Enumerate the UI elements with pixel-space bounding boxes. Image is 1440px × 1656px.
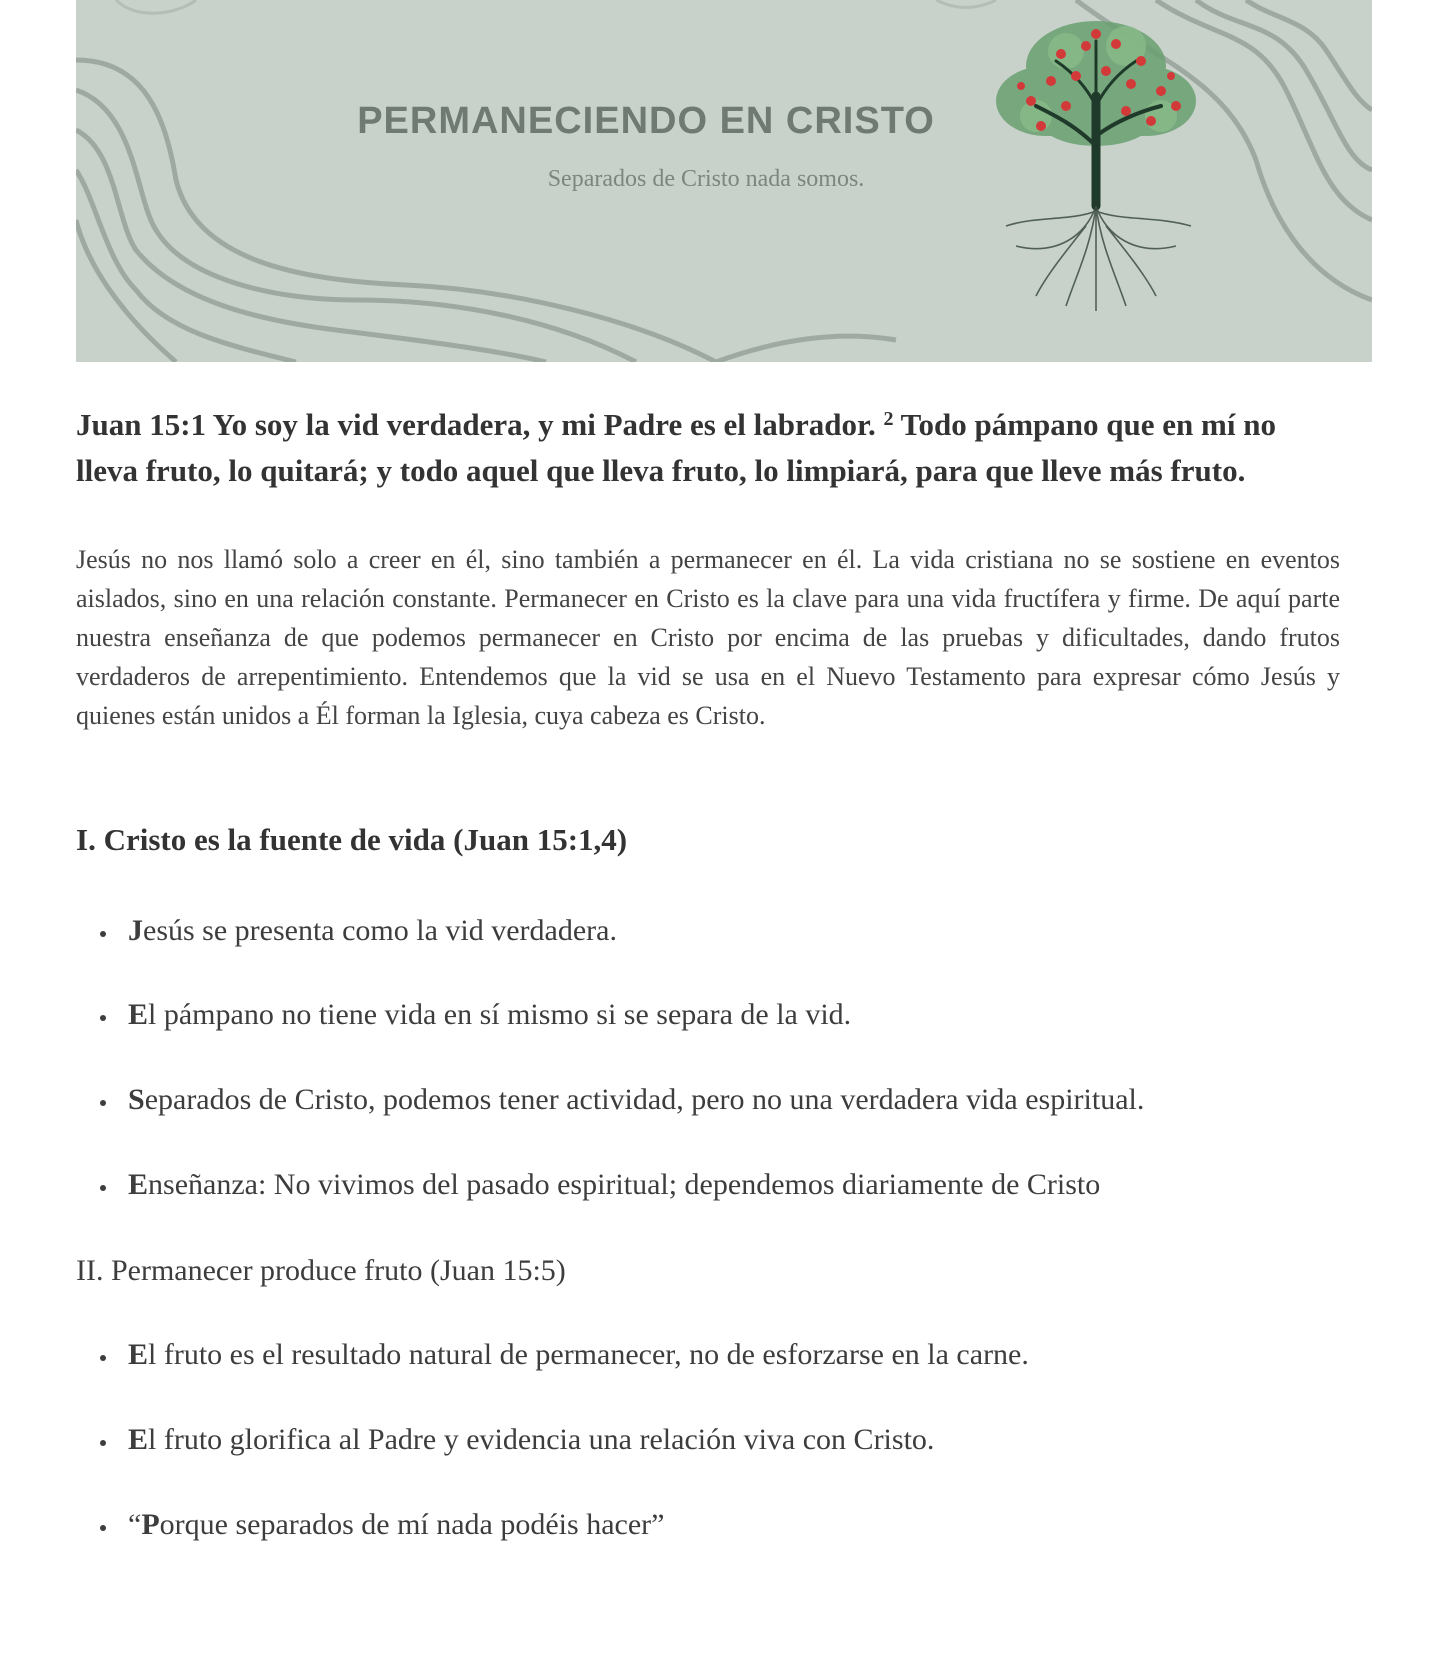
list-item (128, 1508, 664, 1542)
section-2-heading: II. Permanecer produce fruto (Juan 15:5) (76, 1254, 566, 1287)
list-item (128, 914, 617, 948)
list-item-text: l pámpano no tiene vida en sí mismo si se separa de la vid. (148, 998, 852, 1031)
list-item-text: esús se presenta como la vid verdadera. (143, 914, 617, 947)
list-item (128, 1168, 1100, 1202)
banner-title: PERMANECIENDO EN CRISTO (357, 100, 935, 142)
list-item-text: orque separados de mí nada podéis hacer” (159, 1508, 665, 1541)
list-item-prefix: “ (128, 1508, 142, 1541)
list-item-initial: J (128, 914, 143, 947)
section-1-heading: I. Cristo es la fuente de vida (Juan 15:1,4) (76, 822, 628, 857)
list-item-initial: E (128, 1168, 149, 1201)
verse-part-1: Juan 15:1 Yo soy la vid verdadera, y mi Padre es el labrador. (76, 407, 876, 442)
list-item (128, 998, 851, 1032)
list-item-initial: S (128, 1083, 145, 1116)
list-item-initial: P (141, 1508, 160, 1541)
scripture-verse (76, 402, 1340, 494)
verse-number: 2 (883, 408, 894, 430)
list-item-initial: E (128, 1423, 149, 1456)
header-banner (76, 0, 1372, 362)
list-item-text: nseñanza: No vivimos del pasado espiritual; dependemos diariamente de Cristo (148, 1168, 1101, 1201)
list-item-text: l fruto es el resultado natural de permanecer, no de esforzarse en la carne. (148, 1338, 1029, 1371)
list-item-text: l fruto glorifica al Padre y evidencia una relación viva con Cristo. (148, 1423, 935, 1456)
intro-paragraph: Jesús no nos llamó solo a creer en él, sino también a permanecer en él. La vida cristiana no se sostiene en eventos aislados, sino en una relación constante. Permanecer en Cristo es la clave para una vida fructífera y firme. De aquí parte nuestra enseñanza de que podemos permanecer en Cristo por encima de las pruebas y dificultades, dando frutos verdaderos de arrepentimiento. Entendemos que la vid se usa en el Nuevo Testamento para expresar cómo Jesús y quienes están unidos a Él forman la Iglesia, cuya cabeza es Cristo. (76, 545, 1340, 730)
list-item (128, 1423, 934, 1457)
verse-part-2: Todo pámpano que en mí no lleva fruto, lo quitará; y todo aquel que lleva fruto, lo limpiará, para que lleve más fruto. (76, 407, 1276, 488)
fruit-tree-icon (976, 6, 1216, 316)
list-item-initial: E (128, 1338, 149, 1371)
list-item (128, 1083, 1144, 1117)
list-item-text: eparados de Cristo, podemos tener actividad, pero no una verdadera vida espiritual. (144, 1083, 1145, 1116)
list-item (128, 1338, 1029, 1372)
list-item-initial: E (128, 998, 149, 1031)
banner-subtitle: Separados de Cristo nada somos. (547, 166, 865, 192)
